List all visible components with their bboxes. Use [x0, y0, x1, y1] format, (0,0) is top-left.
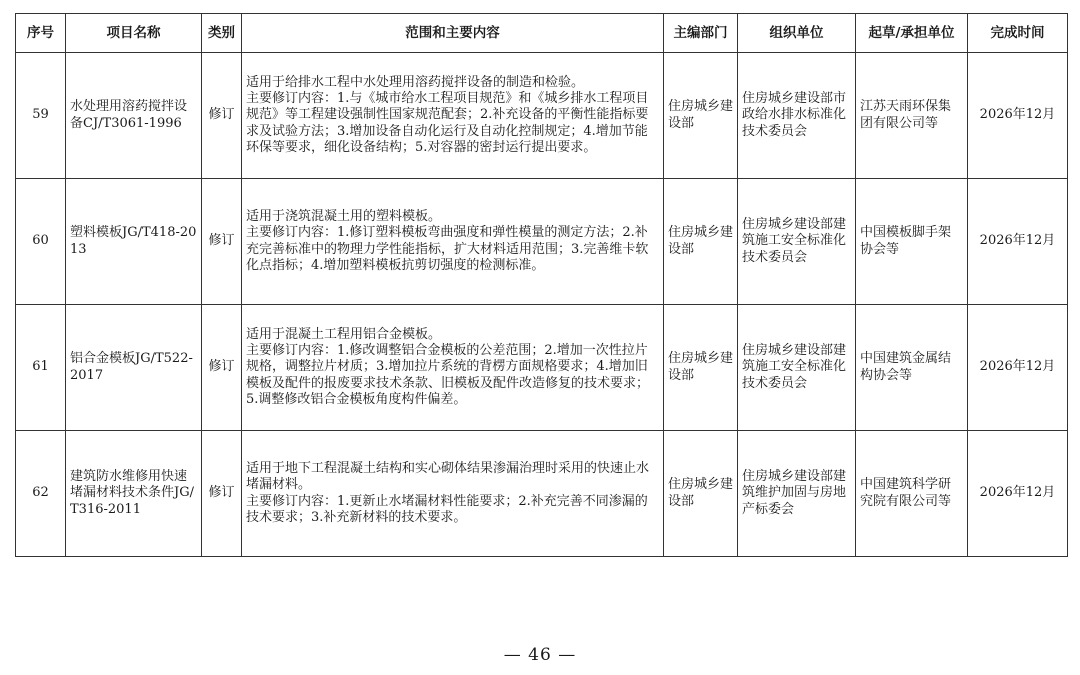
table-header: [16, 14, 1068, 53]
scope-summary: 适用于混凝土工程用铝合金模板。: [246, 326, 442, 342]
organizing-unit: 住房城乡建设部建筑维护加固与房地产标委会: [738, 431, 856, 557]
header-drafter: 起草/承担单位: [856, 14, 968, 53]
scope-content: [242, 431, 664, 557]
completion-time: 2026年12月: [968, 179, 1068, 305]
scope-content: [242, 53, 664, 179]
header-scope: 范围和主要内容: [242, 14, 664, 53]
scope-revisions: 主要修订内容：1.更新止水堵漏材料性能要求；2.补充完善不同渗漏的技术要求；3.补充新材料的技术要求。: [246, 493, 648, 525]
project-name: 塑料模板JG/T418-2013: [66, 179, 202, 305]
editing-dept: 住房城乡建设部: [664, 179, 738, 305]
header-time: 完成时间: [968, 14, 1068, 53]
organizing-unit: 住房城乡建设部建筑施工安全标准化技术委员会: [738, 305, 856, 431]
scope-revisions: 主要修订内容：1.修改调整铝合金模板的公差范围；2.增加一次性拉片规格，调整拉片材质；3.增加拉片系统的背楞方面规格要求；4.增加旧模板及配件的报废要求技术条款、旧模板及配件改造修复的技术要求；5.调整修改铝合金模板角度构件偏差。: [246, 343, 650, 407]
page-number: — 46 —: [503, 645, 577, 665]
drafting-unit: 江苏天雨环保集团有限公司等: [856, 53, 968, 179]
project-type: 修订: [202, 431, 242, 557]
editing-dept: 住房城乡建设部: [664, 53, 738, 179]
organizing-unit: 住房城乡建设部建筑施工安全标准化技术委员会: [738, 179, 856, 305]
header-dept: 主编部门: [664, 14, 738, 53]
standards-table: [15, 13, 1068, 557]
editing-dept: 住房城乡建设部: [664, 305, 738, 431]
drafting-unit: 中国建筑科学研究院有限公司等: [856, 431, 968, 557]
row-number: 59: [16, 53, 66, 179]
project-name: 水处理用溶药搅拌设备CJ/T3061-1996: [66, 53, 202, 179]
completion-time: 2026年12月: [968, 305, 1068, 431]
scope-content: [242, 305, 664, 431]
header-org: 组织单位: [738, 14, 856, 53]
scope-revisions: 主要修订内容：1.与《城市给水工程项目规范》和《城乡排水工程项目规范》等工程建设强制性国家规范配套；2.补充设备的平衡性能指标要求及试验方法；3.增加设备自动化运行及自动化控制规定；4.增加节能环保等要求，细化设备结构；5.对容器的密封运行提出要求。: [246, 91, 649, 155]
drafting-unit: 中国建筑金属结构协会等: [856, 305, 968, 431]
row-number: 61: [16, 305, 66, 431]
scope-content: [242, 179, 664, 305]
scope-summary: 适用于给排水工程中水处理用溶药搅拌设备的制造和检验。: [246, 74, 585, 90]
header-no: 序号: [16, 14, 66, 53]
editing-dept: 住房城乡建设部: [664, 431, 738, 557]
project-type: 修订: [202, 179, 242, 305]
drafting-unit: 中国模板脚手架协会等: [856, 179, 968, 305]
organizing-unit: 住房城乡建设部市政给水排水标准化技术委员会: [738, 53, 856, 179]
table-row: [16, 179, 1068, 305]
scope-summary: 适用于浇筑混凝土用的塑料模板。: [246, 208, 442, 224]
header-type: 类别: [202, 14, 242, 53]
project-name: 建筑防水维修用快速堵漏材料技术条件JG/T316-2011: [66, 431, 202, 557]
project-type: 修订: [202, 53, 242, 179]
project-name: 铝合金模板JG/T522-2017: [66, 305, 202, 431]
scope-summary: 适用于地下工程混凝土结构和实心砌体结果渗漏治理时采用的快速止水堵漏材料。: [246, 460, 650, 493]
project-type: 修订: [202, 305, 242, 431]
row-number: 62: [16, 431, 66, 557]
completion-time: 2026年12月: [968, 431, 1068, 557]
header-name: 项目名称: [66, 14, 202, 53]
row-number: 60: [16, 179, 66, 305]
table-row: [16, 305, 1068, 431]
table-row: [16, 53, 1068, 179]
completion-time: 2026年12月: [968, 53, 1068, 179]
scope-revisions: 主要修订内容：1.修订塑料模板弯曲强度和弹性模量的测定方法；2.补充完善标准中的物理力学性能指标，扩大材料适用范围；3.完善维卡软化点指标；4.增加塑料模板抗剪切强度的检测标准。: [246, 225, 649, 273]
table-row: [16, 431, 1068, 557]
